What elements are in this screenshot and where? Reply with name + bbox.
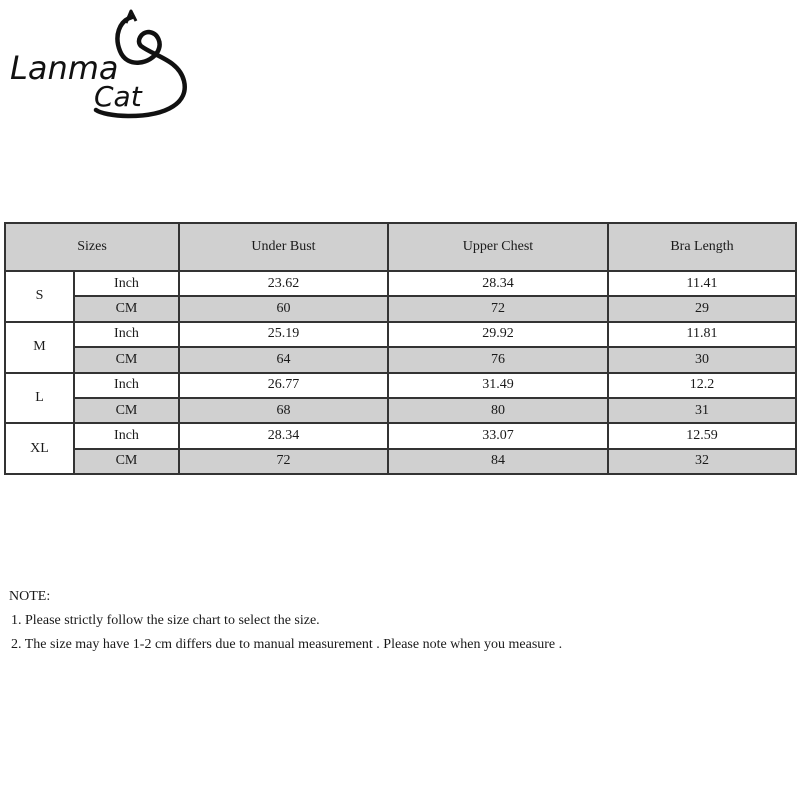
table-row-l-inch (5, 373, 796, 398)
header-under-bust: Under Bust (179, 223, 388, 271)
size-label-l: L (5, 373, 74, 424)
unit-label: Inch (74, 322, 179, 347)
under-bust-value: 60 (179, 296, 388, 321)
table-row-m-inch (5, 322, 796, 347)
note-item-2: 2. The size may have 1-2 cm differs due to manual measurement . Please note when you measure . (11, 637, 563, 652)
bra-length-value: 29 (608, 296, 796, 321)
upper-chest-value: 80 (388, 398, 608, 423)
unit-label: CM (74, 398, 179, 423)
under-bust-value: 25.19 (179, 322, 388, 347)
upper-chest-value: 84 (388, 449, 608, 474)
upper-chest-value: 29.92 (388, 322, 608, 347)
under-bust-value: 26.77 (179, 373, 388, 398)
unit-label: Inch (74, 271, 179, 296)
under-bust-value: 28.34 (179, 423, 388, 448)
bra-length-value: 30 (608, 347, 796, 372)
upper-chest-value: 33.07 (388, 423, 608, 448)
size-chart-table (4, 222, 797, 475)
table-header-row (5, 223, 796, 271)
notes-heading: NOTE: (9, 589, 51, 604)
size-label-s: S (5, 271, 74, 322)
bra-length-value: 12.59 (608, 423, 796, 448)
size-label-xl: XL (5, 423, 74, 474)
upper-chest-value: 28.34 (388, 271, 608, 296)
logo-sub: Cat (94, 80, 142, 113)
unit-label: CM (74, 347, 179, 372)
table-row-s-inch (5, 271, 796, 296)
under-bust-value: 23.62 (179, 271, 388, 296)
header-upper-chest: Upper Chest (388, 223, 608, 271)
table-row-s-cm (5, 296, 796, 321)
table-row-xl-inch (5, 423, 796, 448)
table-row-l-cm (5, 398, 796, 423)
under-bust-value: 68 (179, 398, 388, 423)
unit-label: Inch (74, 373, 179, 398)
upper-chest-value: 31.49 (388, 373, 608, 398)
table-row-m-cm (5, 347, 796, 372)
bra-length-value: 11.81 (608, 322, 796, 347)
size-label-m: M (5, 322, 74, 373)
table-row-xl-cm (5, 449, 796, 474)
bra-length-value: 32 (608, 449, 796, 474)
unit-label: CM (74, 296, 179, 321)
header-sizes: Sizes (5, 223, 179, 271)
notes-section (9, 585, 562, 657)
note-item-1: 1. Please strictly follow the size chart to select the size. (11, 613, 320, 628)
bra-length-value: 31 (608, 398, 796, 423)
upper-chest-value: 72 (388, 296, 608, 321)
upper-chest-value: 76 (388, 347, 608, 372)
under-bust-value: 72 (179, 449, 388, 474)
unit-label: Inch (74, 423, 179, 448)
brand-logo (8, 8, 198, 123)
bra-length-value: 11.41 (608, 271, 796, 296)
header-bra-length: Bra Length (608, 223, 796, 271)
unit-label: CM (74, 449, 179, 474)
bra-length-value: 12.2 (608, 373, 796, 398)
logo-word: Lanma (10, 49, 119, 87)
under-bust-value: 64 (179, 347, 388, 372)
